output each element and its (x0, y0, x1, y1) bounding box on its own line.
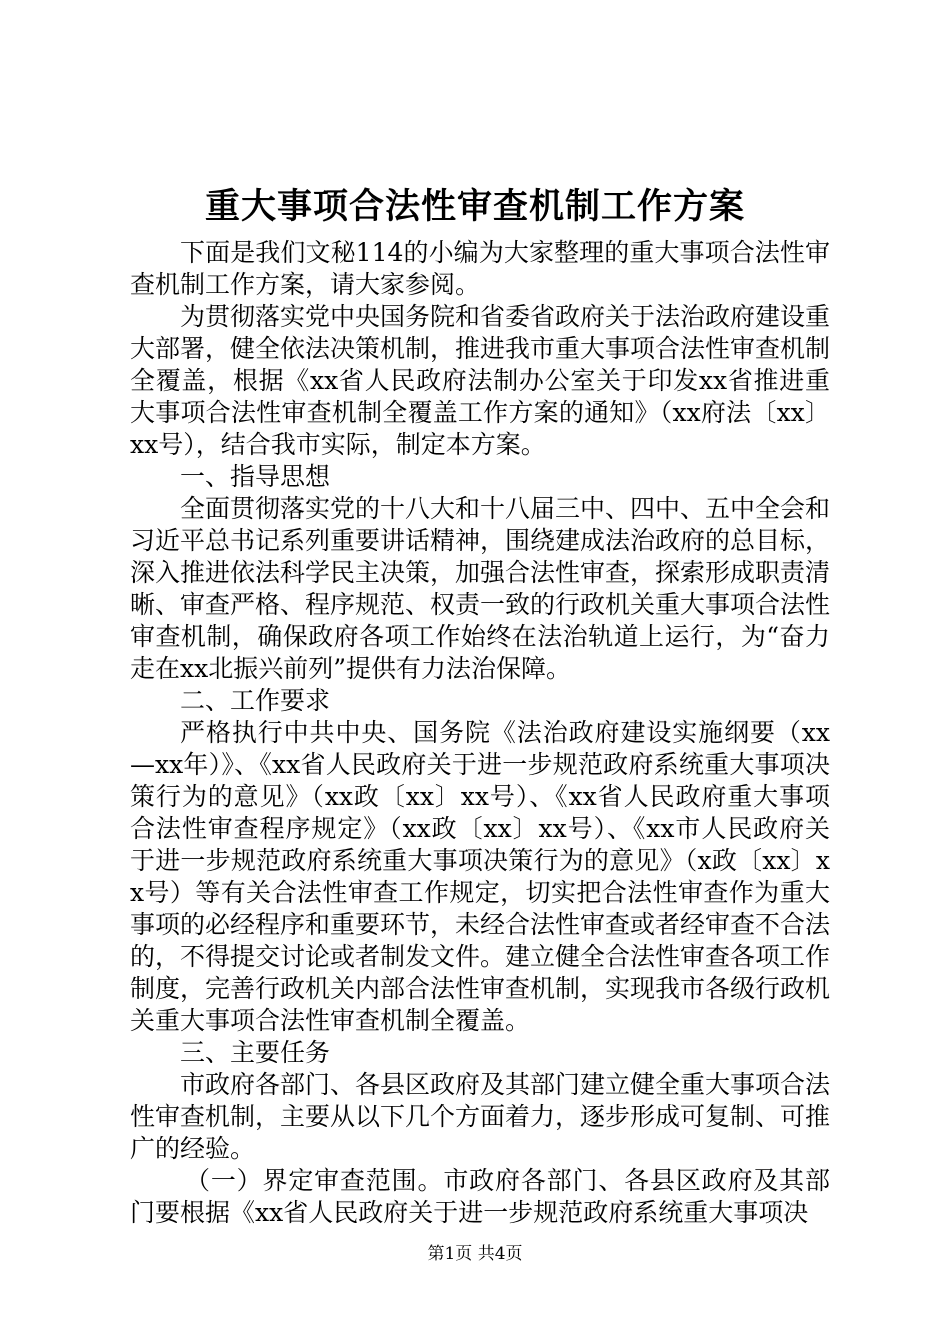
section-heading-work-requirements: 二、工作要求 (180, 686, 331, 715)
page-footer (0, 1242, 950, 1266)
section-heading-main-tasks: 三、主要任务 (180, 1038, 331, 1067)
main-tasks-paragraph: 市政府各部门、各县区政府及其部门建立健全重大事项合法性审查机制，主要从以下几个方面着力，逐步形成可复制、可推广的经验。 (130, 1070, 831, 1163)
subsection-review-scope-paragraph: （一）界定审查范围。市政府各部门、各县区政府及其部门要根据《xx省人民政府关于进一步规范政府系统重大事项决 (130, 1166, 830, 1227)
guiding-ideology-paragraph: 全面贯彻落实党的十八大和十八届三中、四中、五中全会和习近平总书记系列重要讲话精神，围绕建成法治政府的总目标，深入推进依法科学民主决策，加强合法性审查，探索形成职责清晰、审查严格、程序规范、权责一致的行政机关重大事项合法性审查机制，确保政府各项工作始终在法治轨道上运行，为“奋力走在xx北振兴前列”提供有力法治保障。 (130, 494, 831, 683)
work-requirements-paragraph: 严格执行中共中央、国务院《法治政府建设实施纲要（xx—xx年）》、《xx省人民政府关于进一步规范政府系统重大事项决策行为的意见》（xx政〔xx〕xx号）、《xx省人民政府重大事项合法性审查程序规定》（xx政〔xx〕xx号）、《xx市人民政府关于进一步规范政府系统重大事项决策行为的意见》（x政〔xx〕xx号）等有关合法性审查工作规定，切实把合法性审查作为重大事项的必经程序和重要环节，未经合法性审查或者经审查不合法的，不得提交讨论或者制发文件。建立健全合法性审查各项工作制度，完善行政机关内部合法性审查机制，实现我市各级行政机关重大事项合法性审查机制全覆盖。 (130, 718, 831, 1035)
document-title: 重大事项合法性审查机制工作方案 (204, 186, 745, 227)
page-number: 第1页 (427, 1244, 473, 1264)
section-heading-guiding-ideology: 一、指导思想 (180, 462, 331, 491)
intro-paragraph: 下面是我们文秘114的小编为大家整理的重大事项合法性审查机制工作方案，请大家参阅。 (130, 238, 830, 299)
page-total: 共4页 (477, 1244, 523, 1264)
document-body (130, 237, 830, 1229)
purpose-paragraph: 为贯彻落实党中央国务院和省委省政府关于法治政府建设重大部署，健全依法决策机制，推进我市重大事项合法性审查机制全覆盖，根据《xx省人民政府法制办公室关于印发xx省推进重大事项合法性审查机制全覆盖工作方案的通知》（xx府法〔xx〕xx号），结合我市实际，制定本方案。 (130, 302, 831, 459)
